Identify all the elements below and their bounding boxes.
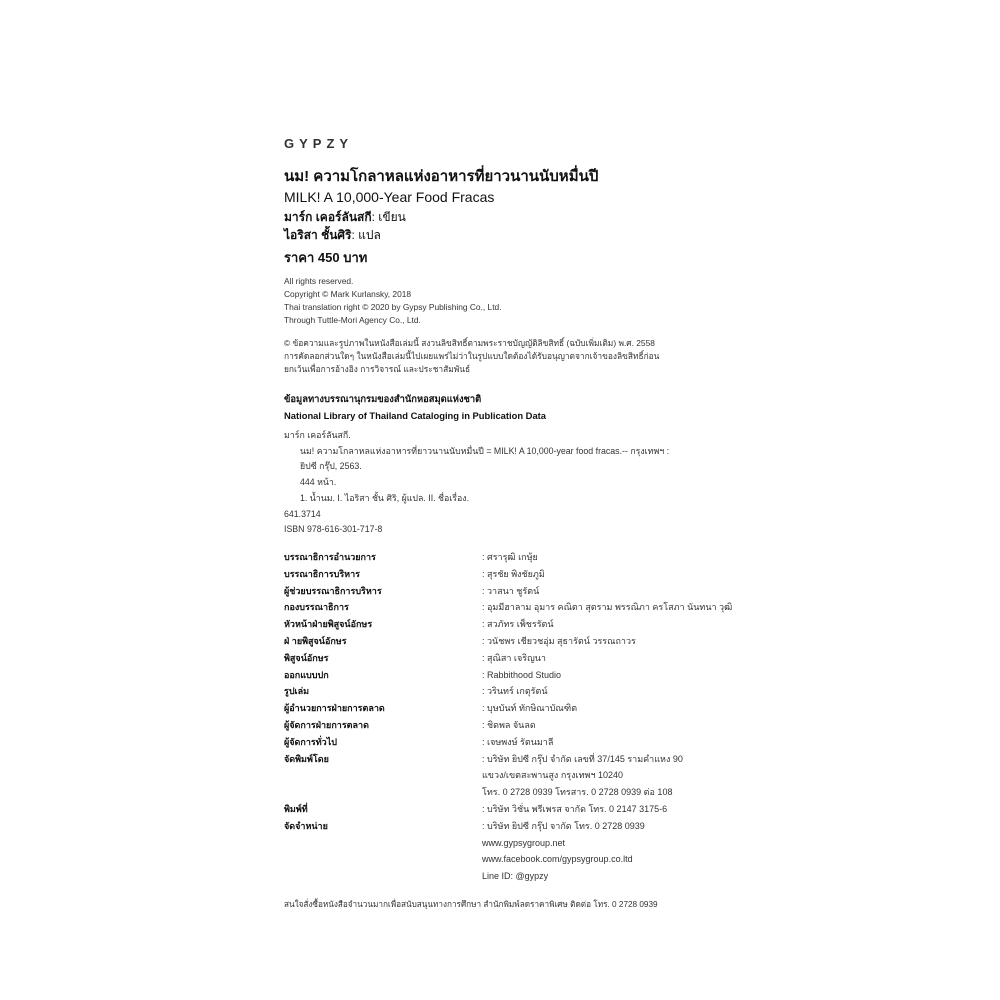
staff-credits <box>284 549 784 885</box>
staff-value <box>482 633 636 650</box>
cip-title: นม! ความโกลาหลแห่งอาหารที่ยาวนานนับหมื่นปี = MILK! A 10,000-year food fracas.-- กรุงเทพฯ : <box>300 445 670 456</box>
translator-credit <box>284 226 381 245</box>
notice-line: © ข้อความและรูปภาพในหนังสือเล่มนี้ สงวนลิขสิทธิ์ตามพระราชบัญญัติลิขสิทธิ์ (ฉบับเพิ่มเติม) พ.ศ. 2558 <box>284 338 655 348</box>
staff-value <box>482 667 561 684</box>
staff-row <box>284 549 784 566</box>
book-title-thai: นม! ความโกลาหลแห่งอาหารที่ยาวนานนับหมื่นปี <box>284 168 599 185</box>
staff-value-line: : บริษัท ยิปซี กรุ๊ป จำกัด เลขที่ 37/145 รามคำแหง 90 <box>482 753 683 764</box>
rights-line: Through Tuttle-Mori Agency Co., Ltd. <box>284 315 421 325</box>
staff-role: พิมพ์ที่ <box>284 803 308 814</box>
staff-row <box>284 700 784 717</box>
cip-subjects: 1. น้ำนม. I. ไอริสา ชั้น ศิริ, ผู้แปล. II. ชื่อเรื่อง. <box>300 492 470 503</box>
staff-value-line: : ศรารุฒิ เกษุ้ย <box>482 552 538 562</box>
staff-role: บรรณาธิการบริหาร <box>284 568 360 579</box>
staff-row <box>284 566 784 583</box>
staff-role: พิสูจน์อักษร <box>284 652 329 663</box>
staff-value-line: : วรินทร์ เกตุรัตน์ <box>482 686 548 697</box>
staff-value-line: : บุษบันท์ ทักษิณาบัณฑิต <box>482 703 578 714</box>
staff-value-line: : บริษัท ยิปซี กรุ๊ป จากัด โทร. 0 2728 0939 <box>482 820 645 831</box>
staff-value <box>482 683 548 700</box>
staff-value <box>482 751 683 801</box>
staff-row <box>284 818 784 885</box>
staff-role: จัดจำหน่าย <box>284 820 328 831</box>
cip-block <box>284 428 669 538</box>
translator-role: : แปล <box>351 228 381 242</box>
staff-row <box>284 650 784 667</box>
staff-row <box>284 667 784 684</box>
staff-role: ผู้จัดการฝ่ายการตลาด <box>284 719 369 730</box>
rights-block <box>284 275 502 327</box>
staff-value <box>482 717 536 734</box>
website-link: www.gypsygroup.net <box>482 837 566 848</box>
publisher-logo: GYPZY <box>284 136 354 151</box>
staff-role: หัวหน้าฝ่ายพิสูจน์อักษร <box>284 619 373 630</box>
staff-role: รูปเล่ม <box>284 686 310 697</box>
author-role: : เขียน <box>371 210 406 224</box>
staff-value <box>482 734 553 751</box>
staff-value <box>482 650 546 667</box>
staff-value-line: แขวง/เขตสะพานสูง กรุงเทพฯ 10240 <box>482 770 624 781</box>
staff-value-line: : วนัชพร เชียวชอุ่ม สุธารัตน์ วรรณถาวร <box>482 635 636 646</box>
staff-row <box>284 683 784 700</box>
bulk-order-footer: สนใจสั่งซื้อหนังสือจำนวนมากเพื่อสนับสนุนทางการศึกษา สำนักพิมพ์ลดราคาพิเศษ ติดต่อ โทร. 0 2728 0939 <box>284 900 658 909</box>
staff-row <box>284 616 784 633</box>
cip-heading-thai: ข้อมูลทางบรรณานุกรมของสำนักหอสมุดแห่งชาติ <box>284 393 482 404</box>
staff-value-line: : สุณิสา เจริญนา <box>482 652 546 663</box>
cip-classification: 641.3714 <box>284 508 321 519</box>
staff-value <box>482 616 554 633</box>
rights-line: Copyright © Mark Kurlansky, 2018 <box>284 289 412 299</box>
staff-value <box>482 700 577 717</box>
staff-row <box>284 583 784 600</box>
notice-line: การคัดลอกส่วนใดๆ ในหนังสือเล่มนี้ไปเผยแพร่ไม่ว่าในรูปแบบใดต้องได้รับอนุญาตจากเจ้าของลิขสิทธิ์ก่อน <box>284 351 660 361</box>
staff-role: ฝ่ ายพิสูจน์อักษร <box>284 635 347 646</box>
staff-value-line: : ชิดพล จันลด <box>482 719 536 730</box>
staff-role: จัดพิมพ์โดย <box>284 753 329 764</box>
rights-line: Thai translation right © 2020 by Gypsy Publishing Co., Ltd. <box>284 302 502 312</box>
staff-row <box>284 633 784 650</box>
cip-publisher: ยิปซี กรุ๊ป, 2563. <box>300 461 362 472</box>
staff-value <box>482 818 645 885</box>
staff-value <box>482 801 667 818</box>
translator-name: ไอริสา ชั้นศิริ <box>284 228 352 242</box>
staff-value <box>482 566 545 583</box>
line-id: Line ID: @gypzy <box>482 871 549 882</box>
staff-row <box>284 599 784 616</box>
staff-value-line: : สุรชัย พิงชัยภูมิ <box>482 568 545 579</box>
staff-role: ผู้จัดการทั่วไป <box>284 736 337 747</box>
staff-value-line: : อุมมีฮาลาม อุมาร คณิตา สุตราม พรรณิภา ครโสภา นันทนา วุฒิ <box>482 602 733 613</box>
staff-row <box>284 717 784 734</box>
staff-value <box>482 549 538 566</box>
cip-pages: 444 หน้า. <box>300 477 337 488</box>
cip-author: มาร์ก เคอร์ลันสกี. <box>284 430 351 440</box>
staff-row <box>284 734 784 751</box>
author-credit <box>284 208 406 227</box>
book-title-english: MILK! A 10,000-Year Food Fracas <box>284 189 495 205</box>
book-price: ราคา 450 บาท <box>284 250 368 265</box>
staff-role: ผู้ช่วยบรรณาธิการบริหาร <box>284 585 382 596</box>
notice-line: ยกเว้นเพื่อการอ้างอิง การวิจารณ์ และประชาสัมพันธ์ <box>284 364 471 374</box>
cip-heading-english: National Library of Thailand Cataloging in Publication Data <box>284 410 547 421</box>
staff-value-line: : เจษพงษ์ รัตนมาลี <box>482 736 554 747</box>
staff-value <box>482 583 539 600</box>
staff-value-line: โทร. 0 2728 0939 โทรสาร. 0 2728 0939 ต่อ 108 <box>482 787 673 798</box>
staff-row <box>284 751 784 801</box>
staff-value-line: : บริษัท วิชั่น พรีเพรส จากัด โทร. 0 2147 3175-6 <box>482 803 668 814</box>
facebook-link: www.facebook.com/gypsygroup.co.ltd <box>482 854 633 865</box>
staff-row <box>284 801 784 818</box>
staff-role: ออกแบบปก <box>284 669 329 680</box>
staff-value-line: : วาสนา ชูรัตน์ <box>482 585 540 596</box>
cip-isbn: ISBN 978-616-301-717-8 <box>284 524 383 535</box>
staff-role: กองบรรณาธิการ <box>284 602 349 613</box>
staff-role: ผู้อำนวยการฝ่ายการตลาด <box>284 703 385 714</box>
staff-value <box>482 599 732 616</box>
staff-role: บรรณาธิการอำนวยการ <box>284 552 376 562</box>
staff-value-line: : Rabbithood Studio <box>482 669 562 680</box>
staff-value-line: : สวภัทร เพ็ชรรัตน์ <box>482 619 554 630</box>
author-name: มาร์ก เคอร์ลันสกี <box>284 210 372 224</box>
copyright-notice-thai <box>284 337 659 376</box>
rights-line: All rights reserved. <box>284 276 354 286</box>
